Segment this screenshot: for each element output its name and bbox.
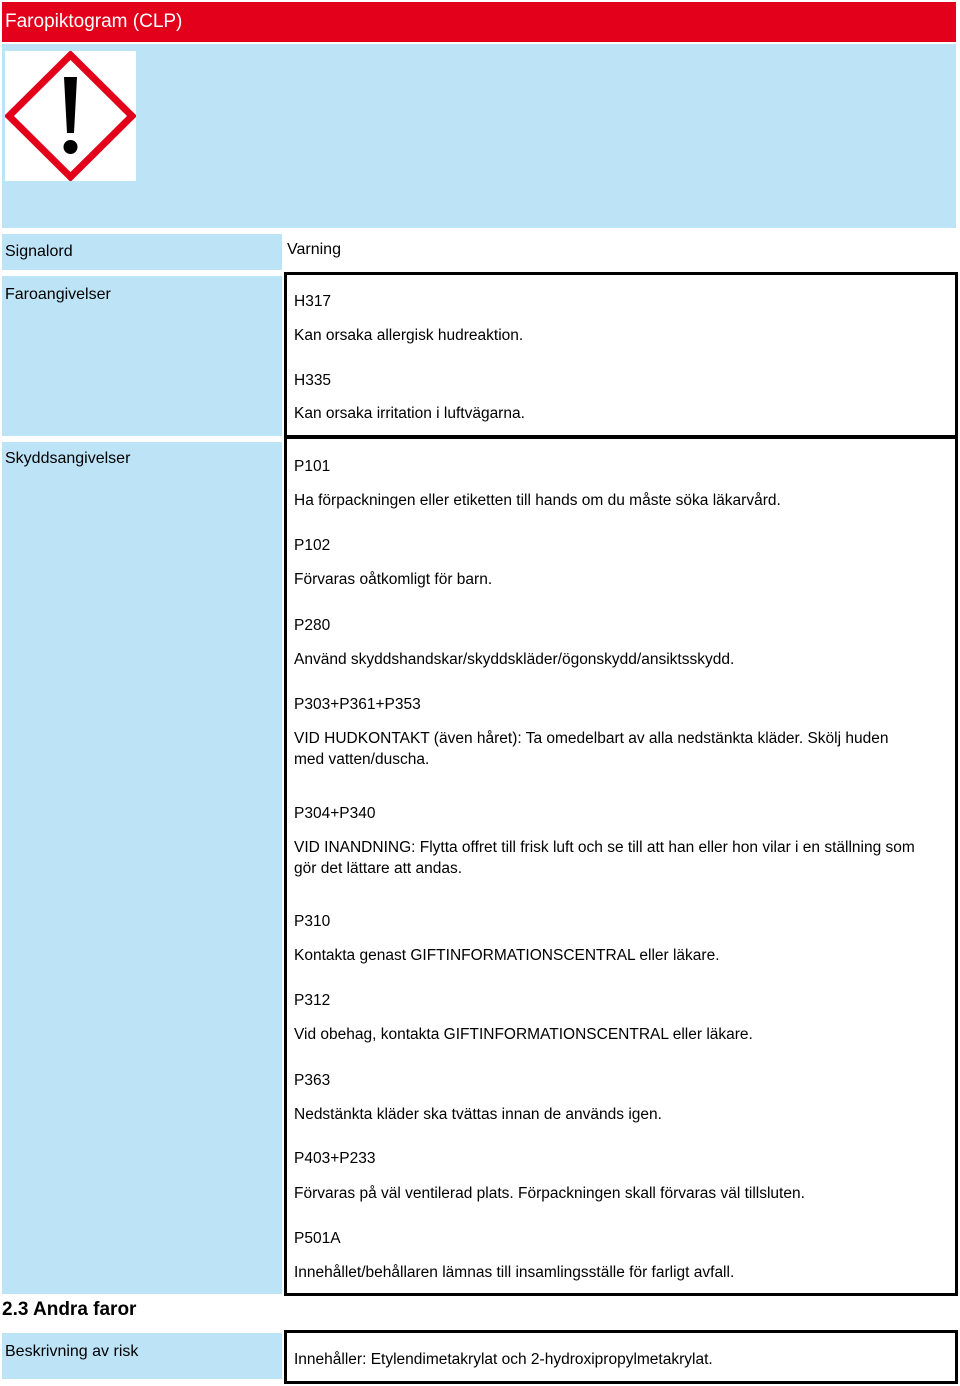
precaution-code: P501A	[294, 1230, 341, 1247]
precaution-text: Kontakta genast GIFTINFORMATIONSCENTRAL eller läkare.	[294, 947, 720, 964]
precaution-code: P303+P361+P353	[294, 696, 421, 713]
section-header	[2, 2, 956, 42]
precaution-text: Vid obehag, kontakta GIFTINFORMATIONSCENTRAL eller läkare.	[294, 1026, 753, 1043]
section-title-clp: Faropiktogram (CLP)	[5, 11, 183, 32]
risk-description-label-text: Beskrivning av risk	[5, 1343, 139, 1360]
signal-word-value: Varning	[287, 241, 341, 258]
other-hazards-title: 2.3 Andra faror	[2, 1299, 137, 1320]
precautionary-statements-label	[2, 442, 282, 1294]
precaution-text: Nedstänkta kläder ska tvättas innan de används igen.	[294, 1106, 662, 1123]
precaution-text: Ha förpackningen eller etiketten till hands om du måste söka läkarvård.	[294, 492, 781, 509]
signal-word-label	[2, 234, 282, 270]
hazard-statements-label	[2, 276, 282, 436]
precaution-code: P363	[294, 1072, 331, 1089]
precaution-code: P280	[294, 617, 331, 634]
precaution-text: Förvaras på väl ventilerad plats. Förpackningen skall förvaras väl tillsluten.	[294, 1185, 805, 1202]
hazard-statements-box	[284, 272, 958, 438]
hazard-code: H317	[294, 293, 332, 310]
precaution-code: P403+P233	[294, 1150, 376, 1167]
risk-description-label	[2, 1333, 282, 1379]
pictogram-area	[2, 44, 956, 228]
signal-word-label-text: Signalord	[5, 243, 73, 260]
precaution-text: Förvaras oåtkomligt för barn.	[294, 571, 493, 588]
hazard-code: H335	[294, 372, 332, 389]
precaution-text: Innehållet/behållaren lämnas till insamlingsställe för farligt avfall.	[294, 1264, 735, 1281]
precaution-text: VID INANDNING: Flytta offret till frisk luft och se till att han eller hon vilar i en ställning som gör det lättare att andas.	[294, 839, 915, 877]
risk-description-box	[284, 1330, 958, 1384]
precautionary-statements-box	[284, 436, 958, 1296]
ghs07-exclamation-mark-icon	[5, 51, 136, 181]
precaution-text: VID HUDKONTAKT (även håret): Ta omedelbart av alla nedstänkta kläder. Skölj huden med vatten/duscha.	[294, 730, 889, 768]
precaution-text: Använd skyddshandskar/skyddskläder/ögonskydd/ansiktsskydd.	[294, 651, 735, 668]
pictogram-frame	[5, 51, 136, 181]
risk-description-text: Innehåller: Etylendimetakrylat och 2-hydroxipropylmetakrylat.	[294, 1351, 713, 1368]
precaution-code: P102	[294, 537, 331, 554]
precaution-code: P304+P340	[294, 805, 376, 822]
hazard-text: Kan orsaka allergisk hudreaktion.	[294, 327, 524, 344]
precautionary-statements-label-text: Skyddsangivelser	[5, 450, 131, 467]
hazard-text: Kan orsaka irritation i luftvägarna.	[294, 405, 525, 422]
hazard-statements-label-text: Faroangivelser	[5, 286, 111, 303]
precaution-code: P101	[294, 458, 331, 475]
precaution-code: P310	[294, 913, 331, 930]
precaution-code: P312	[294, 992, 331, 1009]
